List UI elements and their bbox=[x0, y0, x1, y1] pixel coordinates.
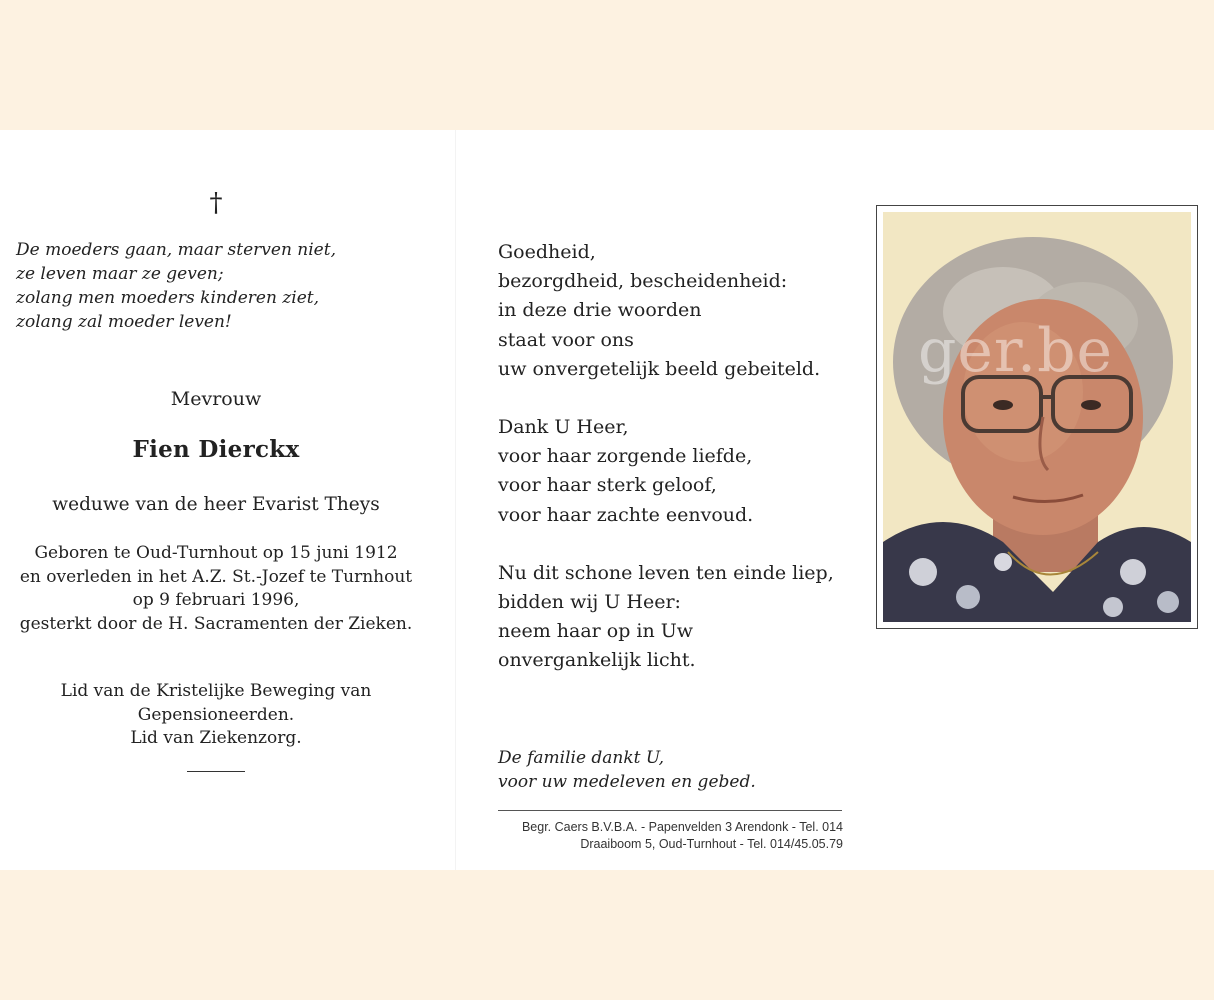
bio-line: op 9 februari 1996, bbox=[132, 590, 300, 610]
family-thanks bbox=[498, 746, 858, 794]
verse-line: voor haar zorgende liefde, bbox=[498, 445, 753, 468]
verse-line: bezorgdheid, bescheidenheid: bbox=[498, 270, 788, 293]
verse-line: bidden wij U Heer: bbox=[498, 591, 681, 614]
portrait-frame bbox=[876, 205, 1198, 629]
verse-line: uw onvergetelijk beeld gebeiteld. bbox=[498, 357, 821, 380]
undertaker-line: Begr. Caers B.V.B.A. - Papenvelden 3 Arendonk - Tel. 014 bbox=[521, 820, 843, 834]
membership-line: Lid van de Kristelijke Beweging van bbox=[60, 681, 372, 701]
stanza bbox=[498, 413, 858, 530]
verse-line: voor haar zachte eenvoud. bbox=[498, 503, 754, 526]
verses bbox=[498, 238, 858, 705]
poem-line: ze leven maar ze geven; bbox=[16, 264, 224, 284]
bio-line: Geboren te Oud-Turnhout op 15 juni 1912 bbox=[34, 543, 398, 563]
divider bbox=[187, 771, 245, 772]
verse-line: in deze drie woorden bbox=[498, 299, 702, 322]
portrait-photo bbox=[883, 212, 1191, 622]
verse-line: neem haar op in Uw bbox=[498, 620, 694, 643]
verse-line: staat voor ons bbox=[498, 328, 634, 351]
membership bbox=[0, 680, 432, 751]
bio-line: en overleden in het A.Z. St.-Jozef te Turnhout bbox=[19, 566, 413, 587]
deceased-name: Fien Dierckx bbox=[132, 436, 300, 463]
verse-line: Dank U Heer, bbox=[498, 416, 629, 439]
poem-line: zolang men moeders kinderen ziet, bbox=[16, 288, 320, 308]
cross-icon: † bbox=[209, 188, 223, 218]
bio-line: gesterkt door de H. Sacramenten der Zieken. bbox=[19, 613, 413, 634]
undertaker-info bbox=[498, 819, 843, 853]
watermark-text: ger.be bbox=[918, 316, 1113, 386]
membership-line: Gepensioneerden. bbox=[137, 704, 295, 725]
poem bbox=[16, 238, 436, 334]
verse-line: onvergankelijk licht. bbox=[498, 649, 696, 672]
card-fold-line bbox=[455, 130, 456, 870]
honorific: Mevrouw bbox=[170, 388, 262, 410]
verse-line: Nu dit schone leven ten einde liep, bbox=[498, 561, 834, 584]
biography bbox=[0, 542, 432, 636]
stanza bbox=[498, 238, 858, 384]
thanks-line: voor uw medeleven en gebed. bbox=[498, 772, 756, 792]
verse-line: voor haar sterk geloof, bbox=[498, 474, 717, 497]
poem-line: zolang zal moeder leven! bbox=[16, 312, 232, 332]
verse-line: Goedheid, bbox=[498, 241, 596, 263]
membership-line: Lid van Ziekenzorg. bbox=[130, 728, 302, 748]
widow-line: weduwe van de heer Evarist Theys bbox=[52, 494, 380, 515]
poem-line: De moeders gaan, maar sterven niet, bbox=[16, 240, 336, 260]
thanks-line: De familie dankt U, bbox=[498, 748, 665, 768]
memorial-card bbox=[0, 130, 1214, 870]
portrait-illustration bbox=[883, 212, 1191, 622]
footer-rule bbox=[498, 810, 842, 811]
stanza bbox=[498, 559, 858, 676]
undertaker-line: Draaiboom 5, Oud-Turnhout - Tel. 014/45.05.79 bbox=[580, 837, 843, 851]
